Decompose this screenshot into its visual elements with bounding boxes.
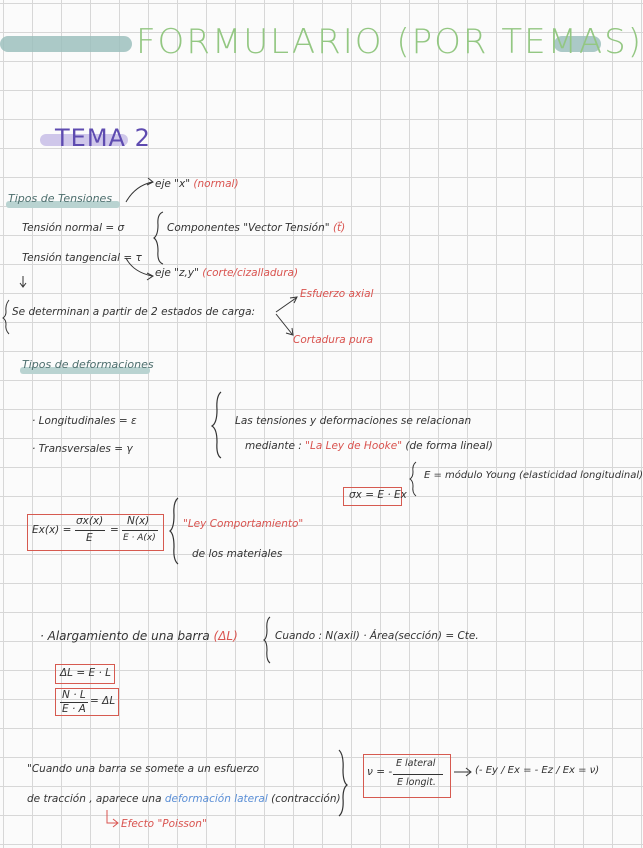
poisson-result: (- Ey / Ex = - Ez / Ex = ν) — [475, 765, 600, 776]
relacion-line-1: Las tensiones y deformaciones se relacionan — [235, 415, 472, 427]
alargamiento-text: · Alargamiento de una barra (ΔL) — [40, 629, 238, 643]
deformaciones-heading: Tipos de deformaciones — [22, 358, 154, 371]
alargamiento-cuando: Cuando : N(axil) · Área(sección) = Cte. — [275, 630, 479, 642]
eq-lhs: Ex(x) = — [32, 524, 72, 536]
alargamiento-f2-rhs: = ΔL — [90, 695, 116, 707]
eq-frac1-den: E — [86, 532, 93, 544]
transversales: · Transversales = γ — [32, 443, 133, 455]
eq-frac1-num: σx(x) — [76, 515, 104, 527]
efecto-poisson: Efecto "Poisson" — [121, 818, 207, 830]
poisson-nu-den: E longit. — [397, 777, 436, 788]
deformacion-lateral: deformación lateral — [164, 793, 268, 805]
eq-frac2-den: E · A(x) — [123, 533, 156, 543]
hooke-formula: σx = E · Ex — [349, 489, 407, 501]
esfuerzo-axial: Esfuerzo axial — [300, 288, 374, 300]
young-note: E = módulo Young (elasticidad longitudinal) — [424, 470, 643, 481]
alargamiento-formula-1: ΔL = E · L — [60, 667, 112, 679]
title-highlight-left — [0, 36, 132, 52]
cortadura-pura: Cortadura pura — [293, 334, 374, 346]
page-title: FORMULARIO (POR TEMAS) — [136, 22, 643, 62]
tension-tangencial: Tensión tangencial = τ — [22, 252, 142, 264]
ley-hooke: "La Ley de Hooke" — [305, 440, 403, 452]
poisson-nu-num: E lateral — [396, 758, 436, 769]
longitudinales: · Longitudinales = ε — [32, 415, 137, 427]
alargamiento-f2-den: E · A — [62, 703, 86, 715]
eq-frac2-num: N(x) — [127, 515, 150, 527]
tensiones-heading: Tipos de Tensiones — [8, 192, 113, 205]
ley-comportamiento: "Ley Comportamiento" — [183, 518, 304, 530]
relacion-line-2: mediante : "La Ley de Hooke" (de forma lineal) — [245, 440, 493, 452]
poisson-nu-bar — [393, 774, 443, 775]
de-los-materiales: de los materiales — [192, 548, 283, 560]
eje-zy-label: eje "z,y" (corte/cizalladura) — [155, 267, 299, 279]
poisson-line-2: de tracción , aparece una deformación lateral (contracción) — [27, 793, 341, 805]
poisson-nu-lhs: ν = - — [367, 766, 393, 778]
eq-equals: = — [110, 524, 119, 536]
eq-frac2-bar — [122, 530, 158, 531]
poisson-line-1: "Cuando una barra se somete a un esfuerzo — [27, 763, 260, 775]
eje-x-label: eje "x" (normal) — [155, 178, 239, 190]
eq-frac1-bar — [75, 530, 105, 531]
estados-carga-text: Se determinan a partir de 2 estados de carga: — [12, 306, 256, 318]
alargamiento-f2-num: N · L — [62, 689, 86, 701]
tema-heading: TEMA 2 — [55, 124, 151, 152]
componentes-vector-tension: Componentes "Vector Tensión" (t⃗) — [167, 222, 346, 234]
tension-normal: Tensión normal = σ — [22, 222, 125, 234]
